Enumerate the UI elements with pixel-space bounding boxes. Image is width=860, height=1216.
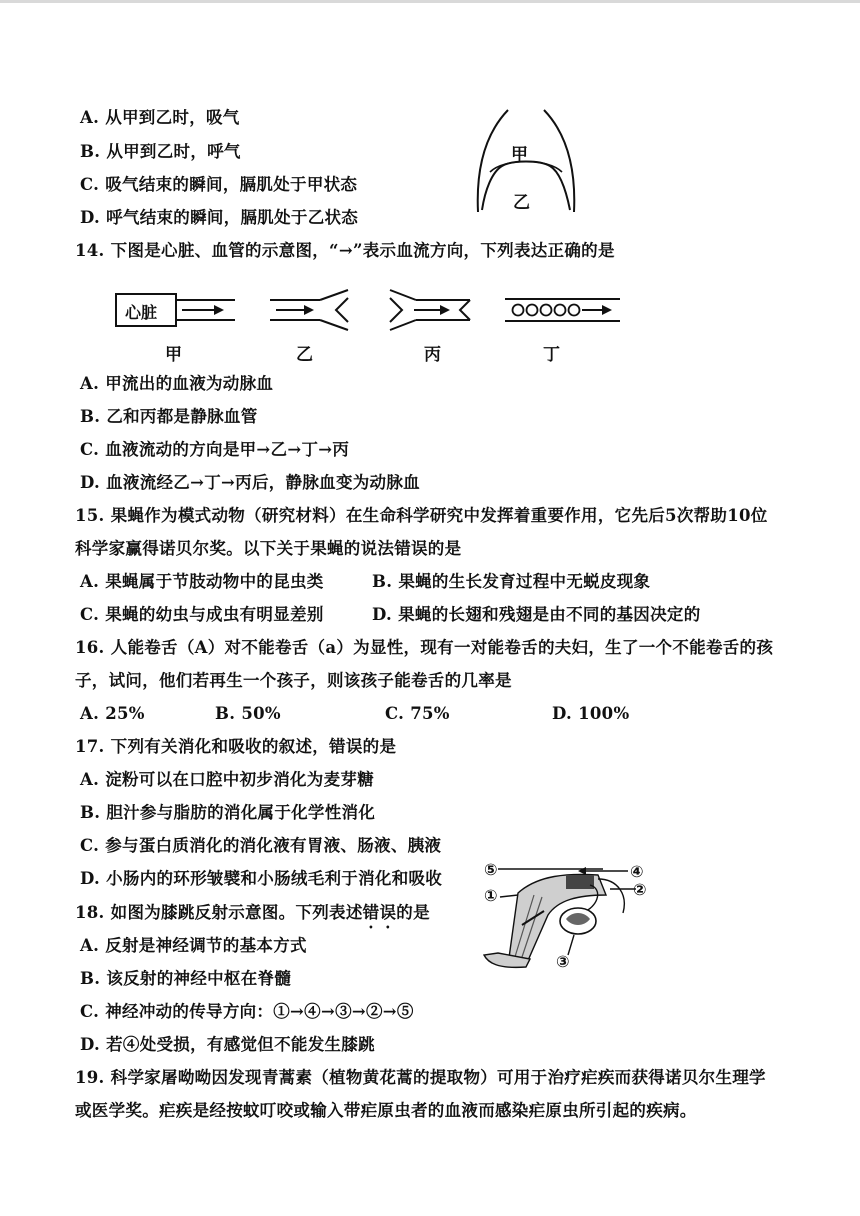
q18-option-b: B. 该反射的神经中枢在脊髓 (80, 969, 292, 988)
q16-option-a: A. 25% (80, 704, 145, 723)
q16-stem-line1: 16. 人能卷舌（A）对不能卷舌（a）为显性，现有一对能卷舌的夫妇，生了一个不能卷舌的孩 (75, 638, 774, 657)
q13-option-a: A. 从甲到乙时，吸气 (80, 108, 240, 127)
q13-option-c: C. 吸气结束的瞬间，膈肌处于甲状态 (80, 175, 358, 194)
q16-option-c: C. 75% (385, 704, 450, 723)
q13-option-d: D. 呼气结束的瞬间，膈肌处于乙状态 (80, 208, 359, 227)
q15-stem-line2: 科学家赢得诺贝尔奖。以下关于果蝇的说法错误的是 (75, 539, 462, 558)
q17-option-d: D. 小肠内的环形皱襞和小肠绒毛利于消化和吸收 (80, 869, 443, 888)
vessel-label-ding: 丁 (543, 345, 560, 365)
q16-option-d: D. 100% (552, 704, 630, 723)
diaphragm-label-jia: 甲 (511, 145, 528, 165)
q18-option-c: C. 神经冲动的传导方向：①→④→③→②→⑤ (80, 1002, 414, 1021)
q19-stem-line2: 或医学奖。疟疾是经按蚊叮咬或输入带疟原虫者的血液而感染疟原虫所引起的疾病。 (75, 1101, 697, 1120)
heart-label: 心脏 (125, 303, 158, 322)
q14-option-b: B. 乙和丙都是静脉血管 (80, 407, 258, 426)
q14-option-d: D. 血液流经乙→丁→丙后，静脉血变为动脉血 (80, 473, 420, 492)
q15-option-c: C. 果蝇的幼虫与成虫有明显差别 (80, 605, 324, 624)
reflex-label-5: ⑤ (484, 860, 498, 879)
q18-stem-suffix: 的是 (396, 903, 430, 922)
blood-vessel-figure (110, 288, 630, 333)
q16-stem-line2: 子，试问，他们若再生一个孩子，则该孩子能卷舌的几率是 (75, 671, 512, 690)
q15-option-d: D. 果蝇的长翅和残翅是由不同的基因决定的 (372, 605, 701, 624)
q17-option-a: A. 淀粉可以在口腔中初步消化为麦芽糖 (80, 770, 374, 789)
q15-stem-line1: 15. 果蝇作为模式动物（研究材料）在生命科学研究中发挥着重要作用，它先后5次帮助10位 (75, 506, 768, 525)
q17-option-b: B. 胆汁参与脂肪的消化属于化学性消化 (80, 803, 376, 822)
q17-option-c: C. 参与蛋白质消化的消化液有胃液、肠液、胰液 (80, 836, 442, 855)
reflex-label-2: ② (633, 880, 647, 899)
q18-stem-prefix: 18. 如图为膝跳反射示意图。下列表述 (75, 903, 363, 922)
reflex-label-3: ③ (556, 952, 570, 971)
reflex-label-4: ④ (630, 862, 644, 881)
q18-option-a: A. 反射是神经调节的基本方式 (80, 936, 307, 955)
vessel-label-jia: 甲 (165, 345, 182, 365)
q16-option-b: B. 50% (215, 704, 281, 723)
q14-option-a: A. 甲流出的血液为动脉血 (80, 374, 274, 393)
q14-option-c: C. 血液流动的方向是甲→乙→丁→丙 (80, 440, 350, 459)
q13-option-b: B. 从甲到乙时，呼气 (80, 142, 241, 161)
q15-option-b: B. 果蝇的生长发育过程中无蜕皮现象 (372, 572, 651, 591)
page-top-border (0, 0, 860, 3)
reflex-label-1: ① (484, 886, 498, 905)
q15-option-a: A. 果蝇属于节肢动物中的昆虫类 (80, 572, 324, 591)
q18-stem (75, 903, 430, 932)
vessel-label-bing: 丙 (424, 345, 441, 365)
q17-stem: 17. 下列有关消化和吸收的叙述，错误的是 (75, 737, 397, 756)
vessel-label-yi: 乙 (296, 345, 313, 365)
q18-option-d: D. 若④处受损，有感觉但不能发生膝跳 (80, 1035, 375, 1054)
diaphragm-label-yi: 乙 (513, 193, 530, 213)
q19-stem-line1: 19. 科学家屠呦呦因发现青蒿素（植物黄花蒿的提取物）可用于治疗疟疾而获得诺贝尔生理学 (75, 1068, 766, 1087)
q14-stem: 14. 下图是心脏、血管的示意图，“→”表示血流方向，下列表达正确的是 (75, 241, 615, 260)
q18-stem-emphasis: 错误 (362, 903, 397, 922)
